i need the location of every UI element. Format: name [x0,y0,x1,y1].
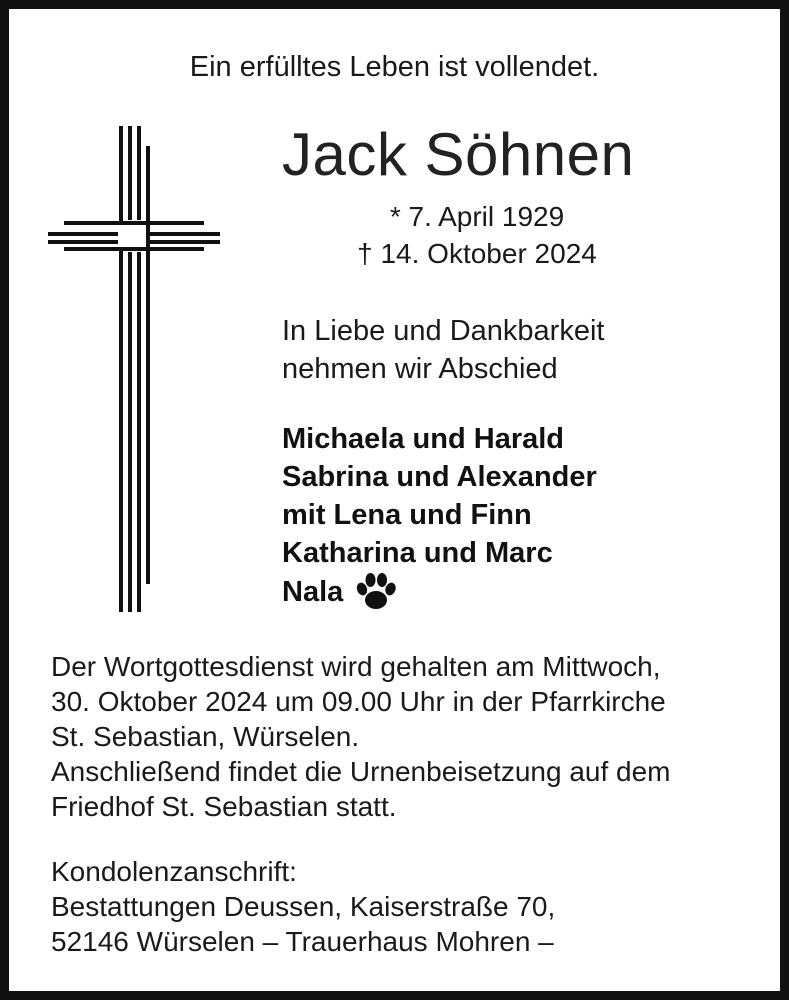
life-dates [282,198,672,272]
address-line: Kondolenzanschrift: [51,856,297,887]
service-line: Der Wortgottesdienst wird gehalten am Mittwoch, [51,651,661,682]
mourner: Sabrina und Alexander [282,461,597,493]
deceased-name: Jack Söhnen [282,121,635,188]
condolence-address [51,854,555,959]
birth-date: * 7. April 1929 [389,201,565,232]
paw-icon [355,572,397,612]
service-info [51,649,671,824]
death-date: † 14. Oktober 2024 [357,238,597,269]
address-line: 52146 Würselen – Trauerhaus Mohren – [51,926,554,957]
mourner-pet [282,572,597,612]
service-line: Friedhof St. Sebastian statt. [51,791,397,822]
farewell-line: nehmen wir Abschied [282,353,558,385]
motto: Ein erfülltes Leben ist vollendet. [189,51,600,83]
service-line: 30. Oktober 2024 um 09.00 Uhr in der Pfarrkirche [51,686,666,717]
pet-name: Nala [282,576,344,608]
cross-icon [46,126,222,612]
mourner: mit Lena und Finn [282,499,532,531]
mourners-list [282,420,597,612]
service-line: St. Sebastian, Würselen. [51,721,360,752]
mourner: Michaela und Harald [282,423,565,455]
farewell-line: In Liebe und Dankbarkeit [282,315,605,347]
mourner: Katharina und Marc [282,537,553,569]
address-line: Bestattungen Deussen, Kaiserstraße 70, [51,891,556,922]
service-line: Anschließend findet die Urnenbeisetzung auf dem [51,756,671,787]
farewell-text [282,312,604,388]
